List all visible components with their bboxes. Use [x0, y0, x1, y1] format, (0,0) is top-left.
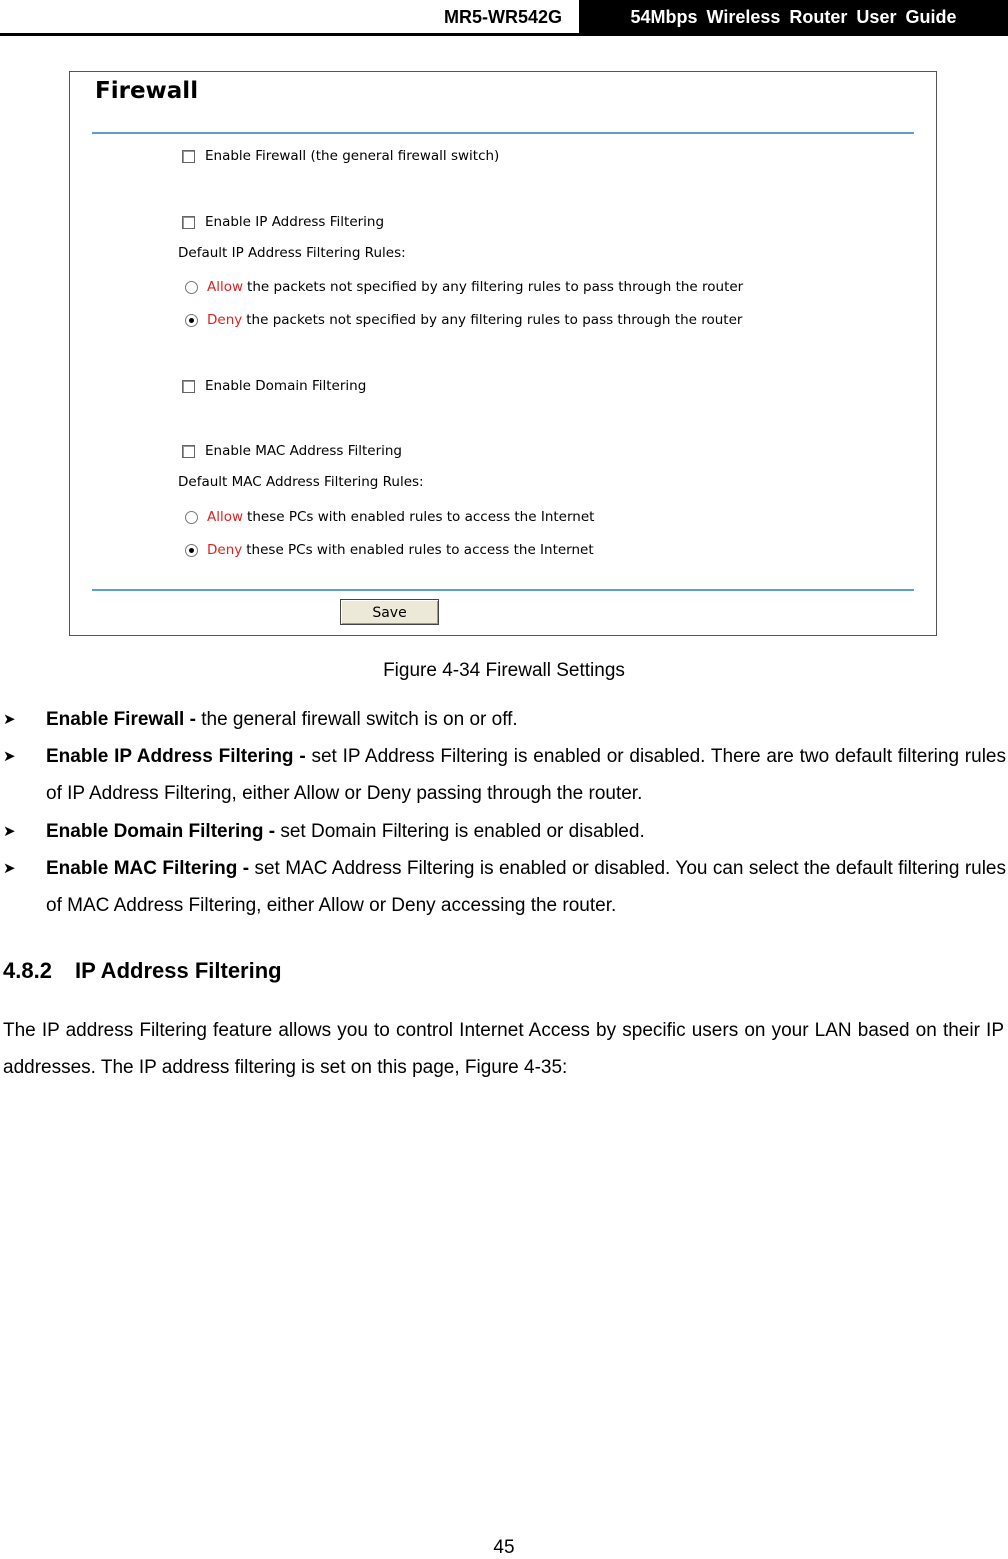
panel-title: Firewall: [95, 78, 199, 104]
bullet-term: Enable IP Address Filtering -: [46, 746, 306, 767]
bullet-desc: set MAC Address Filtering is enabled or disabled. You can select the default filtering rules of MAC Address Filtering, either Allow or Deny accessing the router.: [46, 858, 1006, 916]
ip-rule-deny-radio[interactable]: [185, 314, 198, 327]
mac-rule-deny-row: [185, 542, 594, 558]
mac-rule-allow-radio[interactable]: [185, 511, 198, 524]
arrow-bullet-icon: ➤: [3, 711, 16, 728]
mac-rules-label: Default MAC Address Filtering Rules:: [178, 474, 424, 490]
bullet-term: Enable MAC Filtering -: [46, 858, 250, 879]
mac-rule-deny-keyword: Deny: [207, 542, 243, 558]
ip-rule-allow-row: [185, 279, 743, 295]
enable-mac-filtering-row: [182, 443, 402, 459]
page-number: 45: [493, 1537, 515, 1558]
bullet-term: Enable Domain Filtering -: [46, 821, 276, 842]
ip-rule-deny-row: [185, 312, 742, 328]
page-header: [0, 0, 1008, 36]
bullet-mac-filtering: [0, 850, 1006, 924]
enable-ip-filtering-label: Enable IP Address Filtering: [205, 214, 385, 230]
enable-firewall-row: [182, 148, 499, 164]
enable-firewall-checkbox[interactable]: [182, 150, 195, 163]
bullet-desc: set Domain Filtering is enabled or disabled.: [280, 821, 645, 842]
save-button[interactable]: Save: [340, 599, 439, 625]
enable-ip-filtering-row: [182, 214, 384, 230]
section-number: 4.8.2: [3, 958, 52, 983]
firewall-panel: [69, 71, 937, 636]
mac-rule-allow-text: these PCs with enabled rules to access the Internet: [247, 509, 595, 525]
arrow-bullet-icon: ➤: [3, 823, 16, 840]
enable-domain-filtering-label: Enable Domain Filtering: [205, 378, 367, 394]
top-divider: [92, 132, 914, 134]
ip-rules-label: Default IP Address Filtering Rules:: [178, 245, 406, 261]
enable-domain-filtering-row: [182, 378, 366, 394]
mac-rule-deny-radio[interactable]: [185, 544, 198, 557]
enable-firewall-label: Enable Firewall (the general firewall switch): [205, 148, 500, 164]
arrow-bullet-icon: ➤: [3, 748, 16, 765]
guide-title: 54Mbps Wireless Router User Guide: [579, 0, 1008, 34]
enable-domain-filtering-checkbox[interactable]: [182, 380, 195, 393]
bullet-enable-firewall: [0, 701, 1006, 738]
bullet-term: Enable Firewall -: [46, 709, 196, 730]
body-paragraph: The IP address Filtering feature allows you to control Internet Access by specific users on your LAN based on their IP addresses. The IP address filtering is set on this page, Figure 4-35:: [3, 1020, 1004, 1078]
ip-rule-deny-keyword: Deny: [207, 312, 243, 328]
section-title: IP Address Filtering: [75, 958, 282, 983]
ip-rule-allow-text: the packets not specified by any filtering rules to pass through the router: [247, 279, 744, 295]
arrow-bullet-icon: ➤: [3, 860, 16, 877]
mac-rule-deny-text: these PCs with enabled rules to access the Internet: [246, 542, 594, 558]
ip-rule-deny-text: the packets not specified by any filtering rules to pass through the router: [246, 312, 743, 328]
enable-mac-filtering-label: Enable MAC Address Filtering: [205, 443, 403, 459]
section-heading: [3, 958, 282, 984]
bullet-ip-filtering: [0, 738, 1006, 812]
mac-rule-allow-keyword: Allow: [207, 509, 244, 525]
bullet-domain-filtering: [0, 813, 1006, 850]
mac-rule-allow-row: [185, 509, 594, 525]
bottom-divider: [92, 589, 914, 591]
header-rule: [0, 33, 1008, 36]
model-label: MR5-WR542G: [443, 7, 563, 27]
enable-ip-filtering-checkbox[interactable]: [182, 216, 195, 229]
ip-rule-allow-radio[interactable]: [185, 281, 198, 294]
figure-caption: Figure 4-34 Firewall Settings: [383, 660, 625, 681]
bullet-desc: the general firewall switch is on or off.: [201, 709, 518, 730]
enable-mac-filtering-checkbox[interactable]: [182, 445, 195, 458]
bullet-desc: set IP Address Filtering is enabled or disabled. There are two default filtering rules of IP Address Filtering, either Allow or Deny passing through the router.: [46, 746, 1006, 804]
ip-rule-allow-keyword: Allow: [207, 279, 244, 295]
